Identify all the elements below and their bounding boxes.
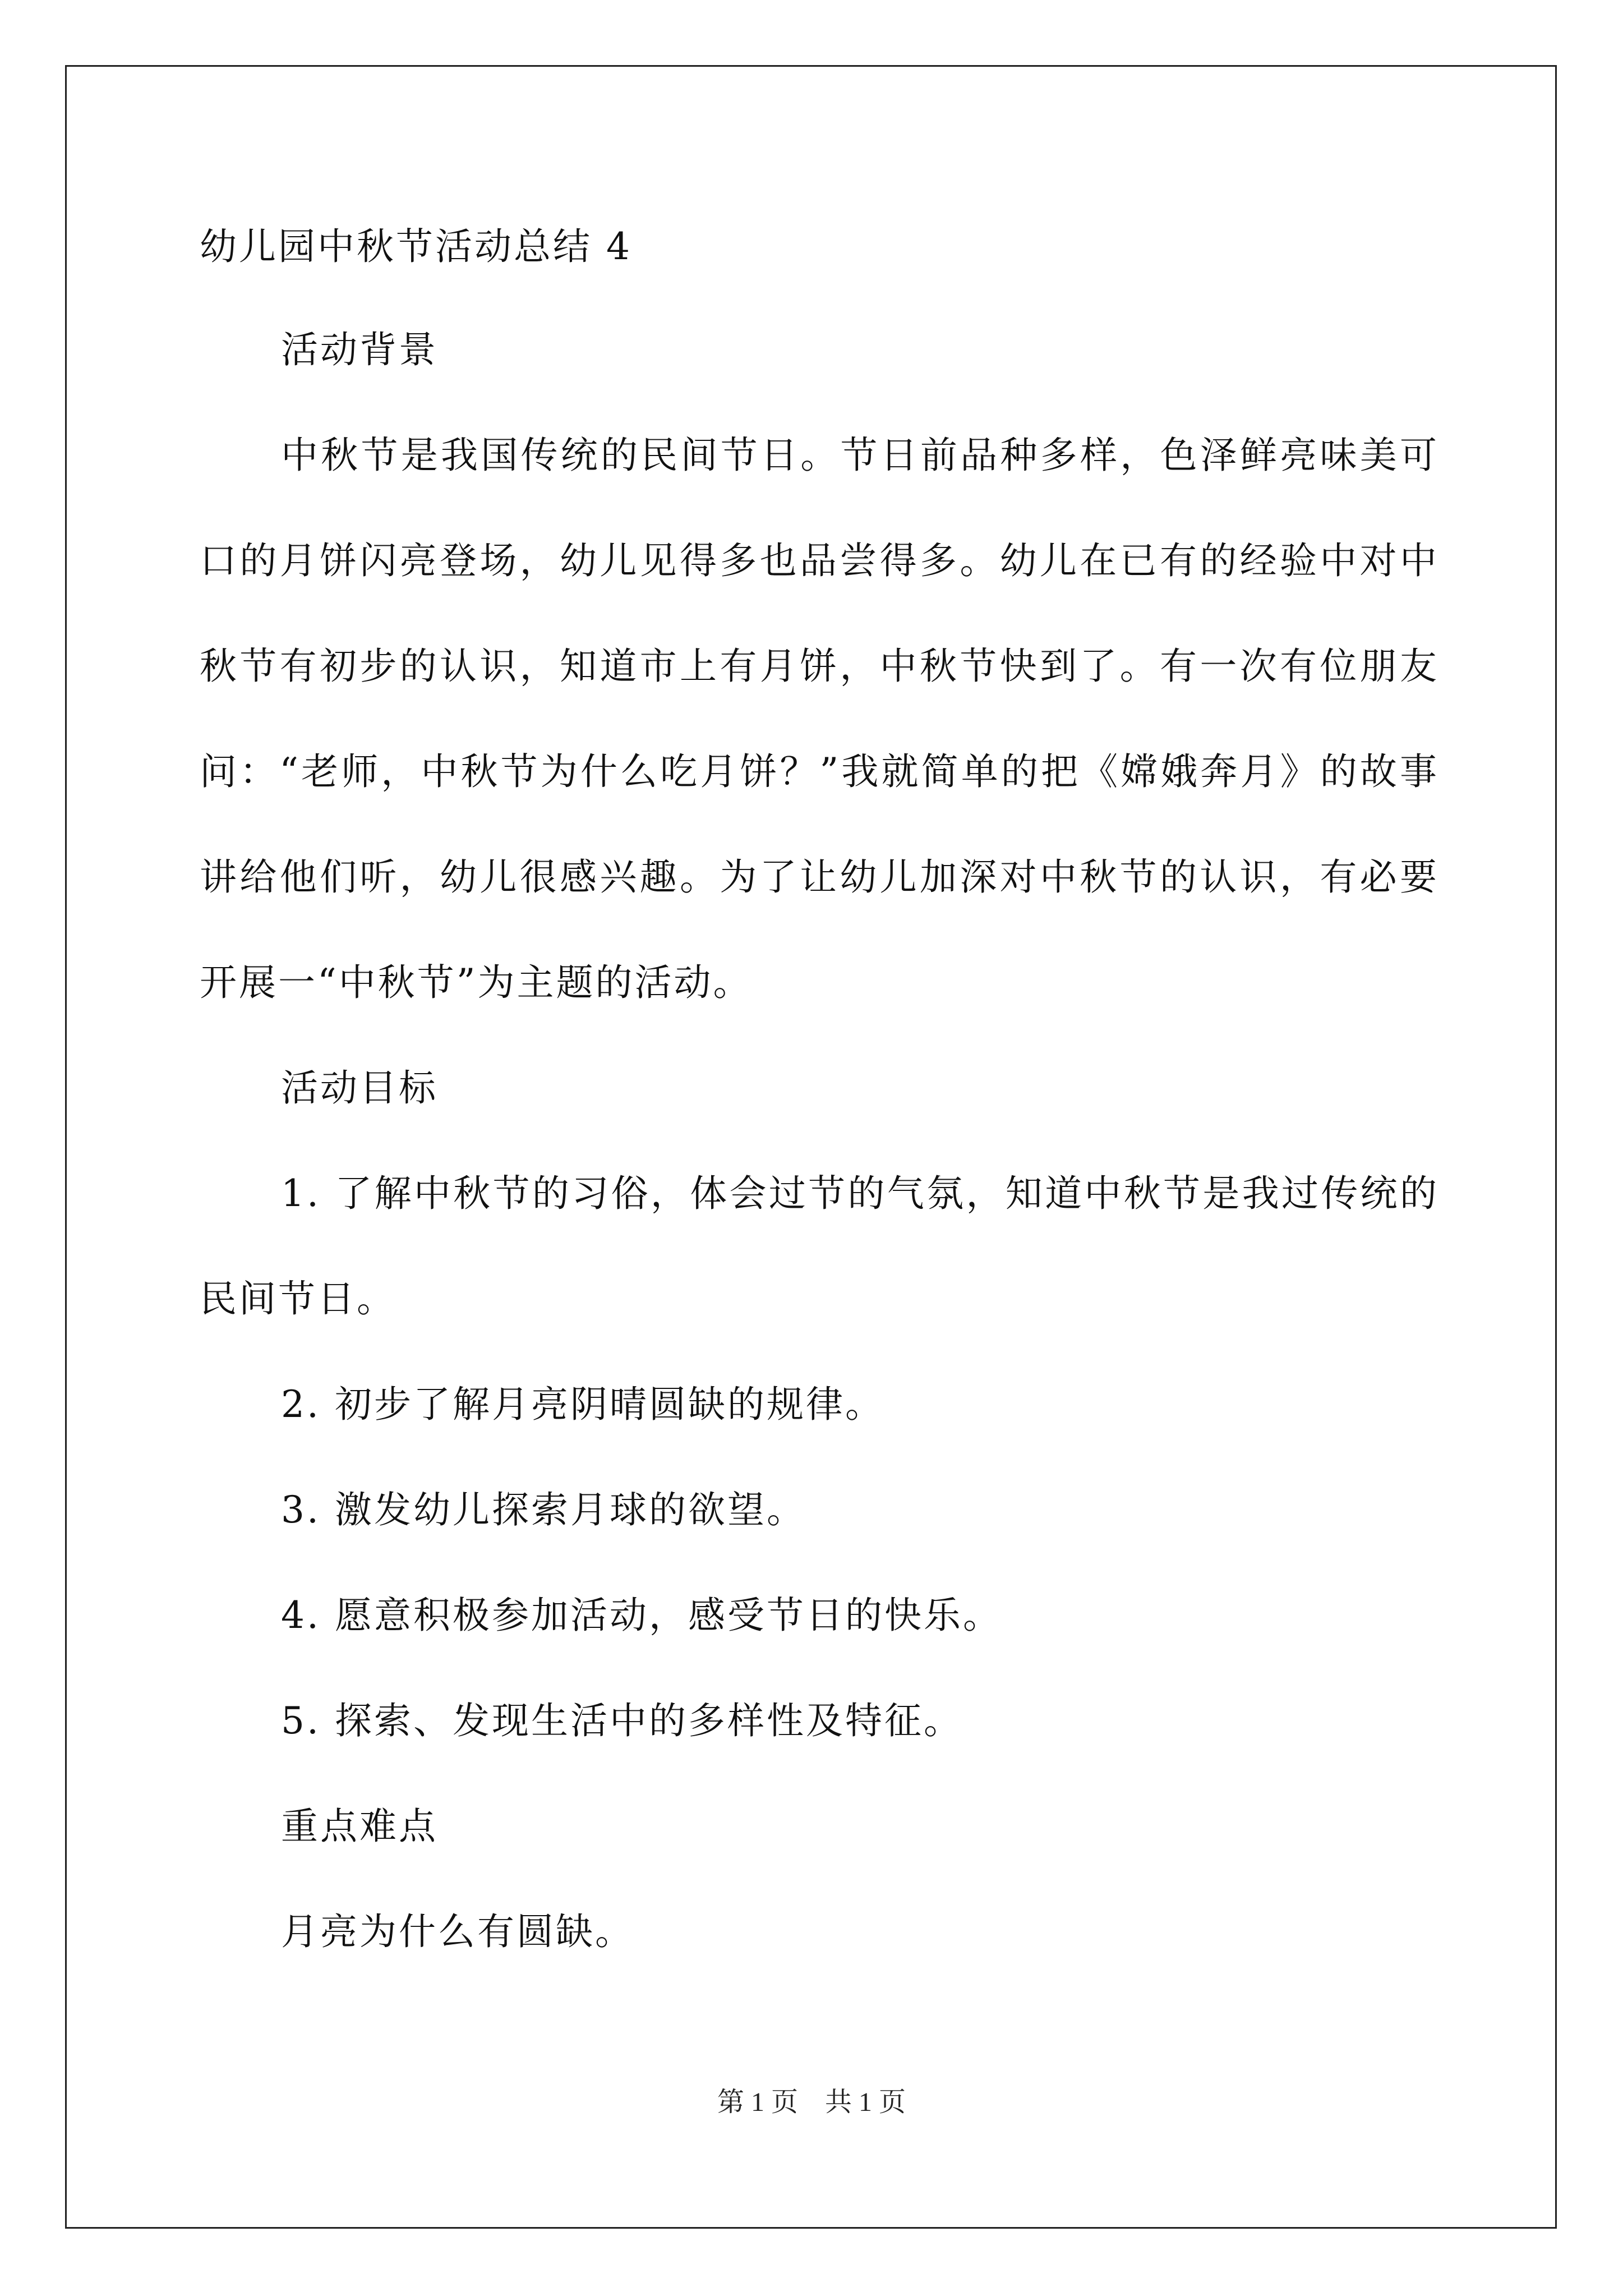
goal-item-1: 1. 了解中秋节的习俗，体会过节的气氛，知道中秋节是我过传统的民间节日。 — [200, 1172, 1439, 1320]
goal-item-5: 5. 探索、发现生活中的多样性及特征。 — [281, 1699, 963, 1742]
document-body — [200, 219, 1439, 1985]
page-number-total: 共 1 页 — [825, 2087, 906, 2117]
paragraph-key-points: 月亮为什么有圆缺。 — [281, 1910, 634, 1953]
section-heading-key-points: 重点难点 — [281, 1805, 438, 1848]
document-title: 幼儿园中秋节活动总结 4 — [200, 225, 632, 268]
goal-item-3: 3. 激发幼儿探索月球的欲望。 — [281, 1488, 806, 1531]
section-heading-goals: 活动目标 — [281, 1066, 438, 1110]
page-number-current: 第 1 页 — [717, 2087, 798, 2117]
goal-item-4: 4. 愿意积极参加活动，感受节日的快乐。 — [281, 1594, 1002, 1637]
page-footer — [0, 2086, 1623, 2119]
section-heading-background: 活动背景 — [281, 328, 438, 371]
goal-item-2: 2. 初步了解月亮阴晴圆缺的规律。 — [281, 1383, 884, 1426]
paragraph-background: 中秋节是我国传统的民间节日。节日前品种多样，色泽鲜亮味美可口的月饼闪亮登场，幼儿见得多也品尝得多。幼儿在已有的经验中对中秋节有初步的认识，知道市上有月饼，中秋节快到了。有一次有位朋友问：“老师，中秋节为什么吃月饼？”我就简单的把《嫦娥奔月》的故事讲给他们听，幼儿很感兴趣。为了让幼儿加深对中秋节的认识，有必要开展一“中秋节”为主题的活动。 — [200, 434, 1439, 1004]
